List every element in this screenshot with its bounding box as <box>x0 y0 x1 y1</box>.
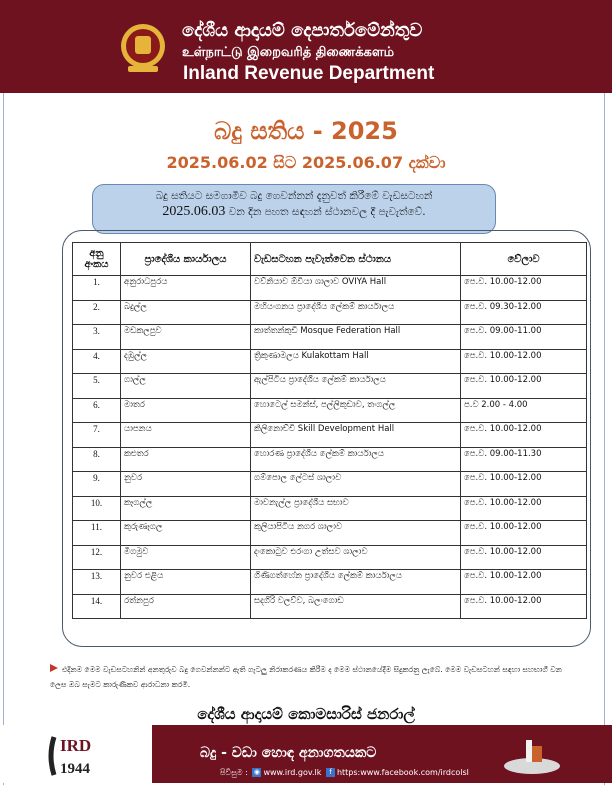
ird-award-logo <box>500 736 564 776</box>
table-row <box>73 545 587 570</box>
row-office: කළුතර <box>121 447 251 472</box>
table-row <box>73 594 587 619</box>
row-number: 12. <box>73 545 121 570</box>
page-title: බදු සතිය - 2025 <box>214 117 398 145</box>
row-office: නුවර එළිය <box>121 570 251 595</box>
table-row <box>73 300 587 325</box>
row-number: 1. <box>73 276 121 301</box>
row-venue: වව්නියාව ඕවියා ශාලාව OVIYA Hall <box>251 276 461 301</box>
sri-lanka-emblem-icon <box>120 22 166 74</box>
header-venue: වැඩසටහන පැවැත්වෙන ස්ථානය <box>251 243 461 276</box>
header-title-sinhala: දේශීය ආදායම් දෙපාර්තමේන්තුව <box>182 20 423 41</box>
row-venue: කුලියාපිටිය නගර ශාලාව <box>251 521 461 546</box>
globe-icon: ◉ <box>253 768 261 776</box>
notice-line-1: බදු සතියට සමගාමීව බදු ගෙවන්නන් දැනුවත් කිරීමේ වැඩසටහන් <box>155 190 433 202</box>
table-row <box>73 276 587 301</box>
row-venue: දංකොටුව එරංගා උත්සව ශාලාව <box>251 545 461 570</box>
row-venue: හොටෙල් සමන්ස්, පල්ලිකුඩාව, තංගල්ල <box>251 398 461 423</box>
header-title-english: Inland Revenue Department <box>183 63 435 84</box>
footer-note <box>50 662 570 692</box>
row-venue: ගිණිගත්හේන ප්‍රාදේශීය ලේකම් කාර්යාලය <box>251 570 461 595</box>
table-row <box>73 496 587 521</box>
date-range: 2025.06.02 සිට 2025.06.07 දක්වා <box>166 153 446 172</box>
table-row <box>73 570 587 595</box>
row-number: 5. <box>73 374 121 399</box>
row-office: දඹුල්ල <box>121 349 251 374</box>
header-title-tamil: உள்நாட்டு இறைவரித் திணைக்களம் <box>182 45 395 60</box>
commissioner-general-title: දේශීය ආදායම් කොමසාරිස් ජනරාල් <box>197 705 415 723</box>
row-office: බදුල්ල <box>121 300 251 325</box>
row-venue: සදගිරි වලව්ව, බලංගොඩ <box>251 594 461 619</box>
row-office: රත්නපුර <box>121 594 251 619</box>
footer-note-text: එදිනම මෙම වැඩසටහනින් අනතුරුව බදු ගෙවන්නන්ට ඇති ගැටලු නිරාකරණය කිරීම ද මෙම ස්ථානයේදීම සිදුකරනු ලැබේ. මෙම වැඩසටහන් සඳහා සහභාගී වන ලෙස ඔබ සැමට කාරුණිකව ආරාධනා කරමි. <box>50 665 562 689</box>
header-serial-no: අනු අංකය <box>73 243 121 276</box>
contact-links <box>220 768 469 778</box>
row-office: මීගමුව <box>121 545 251 570</box>
row-time: පෙ.ව. 09.30-12.00 <box>461 300 587 325</box>
table-row <box>73 325 587 350</box>
row-number: 3. <box>73 325 121 350</box>
table-row <box>73 521 587 546</box>
row-office: කෑගල්ල <box>121 496 251 521</box>
row-office: මඩකලපුව <box>121 325 251 350</box>
row-number: 4. <box>73 349 121 374</box>
table-row <box>73 472 587 497</box>
row-time: පෙ.ව. 10.00-12.00 <box>461 472 587 497</box>
svg-text:IRD: IRD <box>60 736 92 755</box>
row-number: 9. <box>73 472 121 497</box>
row-number: 13. <box>73 570 121 595</box>
row-time: පෙ.ව. 09.00-11.00 <box>461 325 587 350</box>
slogan: බදු - වඩා හොඳ අනාගතයකට <box>200 745 377 761</box>
row-number: 8. <box>73 447 121 472</box>
row-number: 6. <box>73 398 121 423</box>
table-header-row <box>73 243 587 276</box>
table-row <box>73 423 587 448</box>
row-number: 14. <box>73 594 121 619</box>
notice-line-2 <box>93 204 495 220</box>
ird-1944-logo <box>48 731 102 781</box>
row-number: 7. <box>73 423 121 448</box>
row-time: පෙ.ව. 10.00-12.00 <box>461 374 587 399</box>
row-venue: කිලිනොච්චි Skill Development Hall <box>251 423 461 448</box>
row-time: පෙ.ව. 10.00-12.00 <box>461 594 587 619</box>
table-row <box>73 447 587 472</box>
row-time: පෙ.ව. 10.00-12.00 <box>461 570 587 595</box>
table-row <box>73 349 587 374</box>
table-row <box>73 398 587 423</box>
row-office: කුරුණෑගල <box>121 521 251 546</box>
row-number: 2. <box>73 300 121 325</box>
row-time: ප.ව 2.00 - 4.00 <box>461 398 587 423</box>
bottom-banner-right <box>570 725 612 783</box>
table-row <box>73 374 587 399</box>
row-time: පෙ.ව. 10.00-12.00 <box>461 521 587 546</box>
row-venue: ඇල්පිටිය ප්‍රාදේශීය ලේකම් කාර්යාලය <box>251 374 461 399</box>
row-time: පෙ.ව. 10.00-12.00 <box>461 545 587 570</box>
row-venue: ත්‍රිකුණාමලය Kulakottam Hall <box>251 349 461 374</box>
facebook-icon: f <box>326 768 335 777</box>
row-time: පෙ.ව. 10.00-12.00 <box>461 276 587 301</box>
row-number: 11. <box>73 521 121 546</box>
row-office: ගාල්ල <box>121 374 251 399</box>
row-office: මාතර <box>121 398 251 423</box>
notice-date: 2025.06.03 <box>162 204 226 219</box>
row-time: පෙ.ව. 10.00-12.00 <box>461 423 587 448</box>
visit-label: පිවිසුම : <box>220 768 248 777</box>
notice-line-2-text: වන දින පහත සඳහන් ස්ථානවල දී පැවැත්වේ. <box>225 206 426 218</box>
row-time: පෙ.ව. 09.00-11.30 <box>461 447 587 472</box>
row-venue: මහියංගනය ප්‍රාදේශීය ලේකම් කාර්යාලය <box>251 300 461 325</box>
bullet-icon <box>50 664 58 672</box>
row-venue: ගම්පොල ලේටස් ශාලාව <box>251 472 461 497</box>
row-venue: හොරණ ප්‍රාදේශීය ලේකම් කාර්යාලය <box>251 447 461 472</box>
row-office: නුවර <box>121 472 251 497</box>
facebook-link[interactable]: https:www.facebook.com/irdcolsl <box>336 768 469 777</box>
website-link[interactable]: www.ird.gov.lk <box>263 768 322 777</box>
row-office: යාපනය <box>121 423 251 448</box>
row-time: පෙ.ව. 10.00-12.00 <box>461 349 587 374</box>
schedule-table <box>72 242 587 619</box>
row-office: අනුරාධපුරය <box>121 276 251 301</box>
header-regional-office: ප්‍රාදේශීය කාර්යාලය <box>121 243 251 276</box>
notice-box <box>92 184 496 234</box>
row-venue: මාවනැල්ල ප්‍රාදේශීය සභාව <box>251 496 461 521</box>
svg-text:1944: 1944 <box>60 761 90 777</box>
row-number: 10. <box>73 496 121 521</box>
header-time: වේලාව <box>461 243 587 276</box>
row-time: පෙ.ව. 10.00-12.00 <box>461 496 587 521</box>
row-venue: කාත්තන්කුඩි Mosque Federation Hall <box>251 325 461 350</box>
